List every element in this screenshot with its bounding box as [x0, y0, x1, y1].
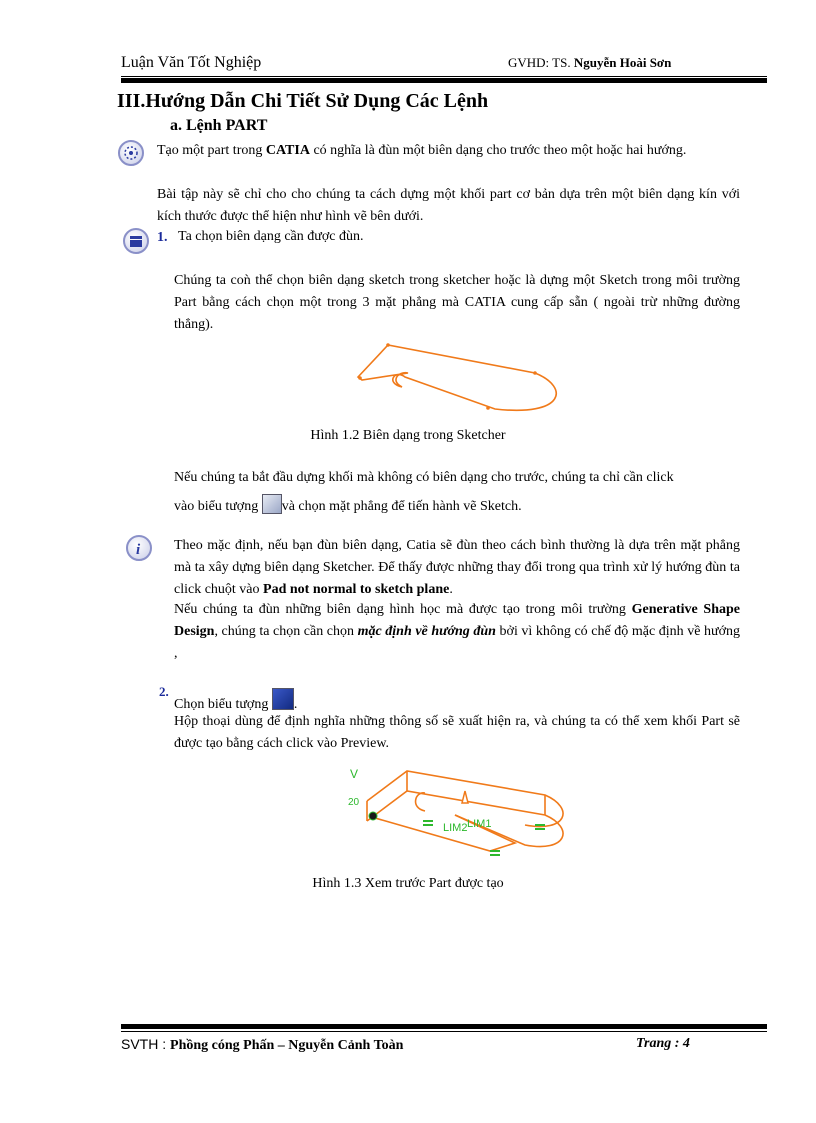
info-icon	[126, 535, 152, 561]
header-rule-thick	[121, 78, 767, 83]
sketch-profile-figure	[340, 335, 570, 420]
figure-1-3-caption: Hình 1.3 Xem trước Part được tạo	[312, 876, 504, 891]
header-rule-thin	[121, 76, 767, 77]
step-1-paragraph-2: Nếu chúng ta bắt đầu dựng khối mà không có biên dạng cho trước, chúng ta chỉ cần click	[174, 470, 674, 485]
advisor-prefix: GVHD: TS.	[508, 55, 571, 70]
step-icon	[123, 228, 149, 254]
step-1-number: 1.	[157, 230, 168, 245]
step-1-text: Ta chọn biên dạng cần được đùn.	[178, 229, 364, 244]
footer-rule-thin	[121, 1031, 767, 1032]
step-1-paragraph-2b: vào biểu tượng và chọn mặt phẳng để tiến hành vẽ Sketch.	[174, 494, 740, 518]
axis-v-label: V	[350, 767, 359, 781]
footer-rule-thick	[121, 1024, 767, 1029]
note-paragraph-1: Theo mặc định, nếu bạn đùn biên dạng, Catia sẽ đùn theo cách bình thường là dựa trên mặt phẳng mà ta xây dựng biên dạng Sketcher. Để thấy được những thay đổi trong qua trình xử lý hướng đùn ta click chuột vào Pad not normal to sketch plane.	[174, 538, 740, 597]
step-1-paragraph: Chúng ta coǹ thể chọn biên dạng sketch trong sketcher hoặc là dựng một Sketch trong môi trường Part bằng cách chọn một trong 3 mặt phẳng mà CATIA cung cấp sẵn ( ngoài trừ những đường thẳng).	[174, 273, 740, 332]
intro-paragraph-2: Bài tập này sẽ chỉ cho cho chúng ta cách dựng một khối part cơ bản dựa trên một biên dạng kín với kích thước được thể hiện như hình vẽ bên dưới.	[157, 187, 740, 224]
figure-1-2-caption: Hình 1.2 Biên dạng trong Sketcher	[310, 428, 506, 443]
pad-preview-figure	[345, 763, 575, 863]
advisor-name: Nguyễn Hoài Sơn	[573, 55, 672, 70]
step-2-text: Chọn biểu tượng .	[174, 688, 297, 716]
section-subheading: a. Lệnh PART	[170, 117, 268, 134]
lim2-label: LIM2	[443, 822, 468, 834]
note-paragraph-2: Nếu chúng ta đùn những biên dạng hình học mà được tạo trong môi trường Generative Shape Design, chúng ta chọn cần chọn mặc định về hướng đùn bởi vì không có chế độ mặc định về hướng ,	[174, 602, 741, 661]
dimension-label: 20	[348, 797, 360, 808]
footer-page-number: Trang : 4	[636, 1036, 690, 1051]
svg-text:i: i	[136, 542, 141, 558]
pad-info-icon	[118, 140, 144, 166]
section-heading: III.Hướng Dẫn Chi Tiết Sử Dụng Các Lệnh	[117, 90, 489, 112]
step-2-number: 2.	[159, 684, 169, 699]
sketch-tool-icon[interactable]	[262, 494, 282, 514]
lim1-label: LIM1	[467, 818, 492, 830]
header-title: Luận Văn Tốt Nghiệp	[121, 54, 262, 71]
step-2-paragraph: Hộp thoại dùng để định nghĩa những thông số sẽ xuất hiện ra, và chúng ta có thể xem khối Part sẽ được tạo bằng cách click vào Preview.	[174, 714, 740, 751]
sketch-profile-outline	[358, 345, 556, 410]
header-advisor	[508, 55, 671, 71]
pad-tool-icon[interactable]	[272, 688, 294, 710]
footer-students: SVTH : Phồng cóng Phấn – Nguyễn Cảnh Toàn	[121, 1036, 404, 1053]
intro-paragraph-1: Tạo một part trong CATIA có nghĩa là đùn một biên dạng cho trước theo một hoặc hai hướng.	[157, 143, 687, 158]
